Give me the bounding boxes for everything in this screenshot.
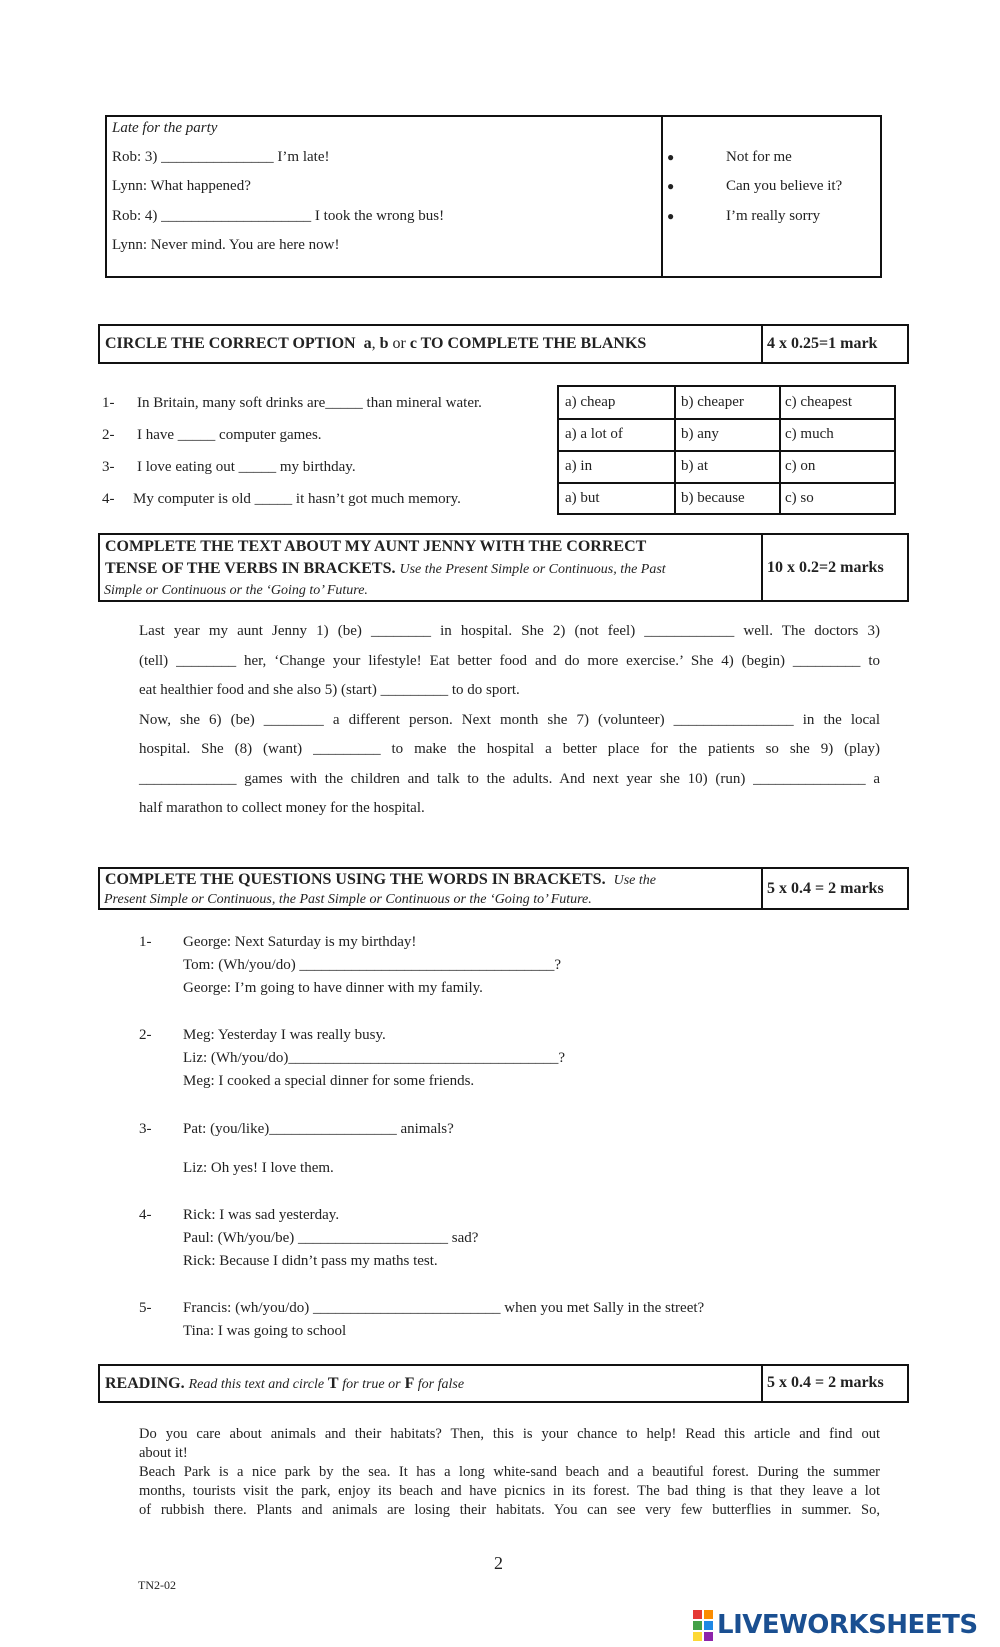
question-number: 1-: [139, 934, 152, 950]
reading-text-line: about it!: [139, 1445, 188, 1461]
liveworksheets-logo-icon: [693, 1610, 713, 1641]
option-b[interactable]: b) cheaper: [681, 394, 744, 410]
tense-header-line3: Simple or Continuous or the ‘Going to’ Future.: [104, 583, 368, 598]
questions-header-line2: Present Simple or Continuous, the Past Simple or Continuous or the ‘Going to’ Future.: [104, 892, 592, 907]
question-line: Liz: Oh yes! I love them.: [183, 1160, 334, 1176]
question-line: George: Next Saturday is my birthday!: [183, 934, 417, 950]
reading-text-line: months, tourists visit the park, enjoy its beach and have picnics in its forest. The bad thing is that they leave a lot: [139, 1483, 880, 1499]
question-number: 2-: [139, 1027, 152, 1043]
item-text: In Britain, many soft drinks are_____ than mineral water.: [137, 395, 482, 411]
dialogue-option: I’m really sorry: [726, 208, 821, 224]
dialogue-divider: [661, 115, 663, 278]
question-line: Rick: Because I didn’t pass my maths test.: [183, 1253, 438, 1269]
option-b[interactable]: b) at: [681, 458, 709, 474]
document-code: TN2-02: [138, 1578, 176, 1592]
page-number: 2: [494, 1553, 503, 1573]
option-c[interactable]: c) so: [785, 490, 814, 506]
item-text: I have _____ computer games.: [137, 427, 322, 443]
question-line: Tom: (Wh/you/do) __________________________________?: [183, 957, 562, 973]
dialogue-line: Rob: 4) ____________________ I took the wrong bus!: [112, 208, 445, 224]
option-b[interactable]: b) any: [681, 426, 719, 442]
reading-header: READING. Read this text and circle T for true or F for false: [105, 1375, 465, 1392]
tense-section-marks: 10 x 0.2=2 marks: [767, 559, 884, 576]
circle-header-divider: [761, 324, 763, 364]
question-number: 3-: [139, 1121, 152, 1137]
bullet-icon: ●: [667, 179, 675, 193]
item-text: My computer is old _____ it hasn’t got much memory.: [133, 491, 461, 507]
tense-text-line: eat healthier food and she also 5) (start) _________ to do sport.: [139, 682, 520, 698]
option-b[interactable]: b) because: [681, 490, 745, 506]
question-line: Meg: Yesterday I was really busy.: [183, 1027, 386, 1043]
reading-header-divider: [761, 1364, 763, 1403]
question-number: 5-: [139, 1300, 152, 1316]
reading-text-line: Beach Park is a nice park by the sea. It has a long white-sand beach and a beautiful forest. During the summer: [139, 1464, 880, 1480]
item-number: 4-: [102, 491, 115, 507]
option-a[interactable]: a) in: [565, 458, 593, 474]
options-table-row: [557, 450, 896, 452]
tense-text-line: Last year my aunt Jenny 1) (be) ________ in hospital. She 2) (not feel) ____________ well. The doctors 3): [139, 623, 880, 639]
circle-section-marks: 4 x 0.25=1 mark: [767, 335, 878, 352]
tense-header-divider: [761, 533, 763, 602]
questions-section-marks: 5 x 0.4 = 2 marks: [767, 880, 884, 897]
options-table-row: [557, 418, 896, 420]
reading-text-line: of rubbish there. Plants and animals are losing their habitats. You can see very few butterflies in summer. So,: [139, 1502, 880, 1518]
option-c[interactable]: c) much: [785, 426, 834, 442]
bullet-icon: ●: [667, 209, 675, 223]
question-line: Rick: I was sad yesterday.: [183, 1207, 340, 1223]
item-number: 3-: [102, 459, 115, 475]
circle-section-title: CIRCLE THE CORRECT OPTION a, b or c TO COMPLETE THE BLANKS: [105, 335, 647, 352]
question-line: Liz: (Wh/you/do)____________________________________?: [183, 1050, 566, 1066]
dialogue-line: Lynn: Never mind. You are here now!: [112, 237, 340, 253]
question-number: 4-: [139, 1207, 152, 1223]
questions-header-divider: [761, 867, 763, 910]
liveworksheets-logo: [693, 1610, 978, 1640]
option-c[interactable]: c) on: [785, 458, 816, 474]
question-line: Meg: I cooked a special dinner for some friends.: [183, 1073, 475, 1089]
question-line: Tina: I was going to school: [183, 1323, 347, 1339]
reading-section-marks: 5 x 0.4 = 2 marks: [767, 1374, 884, 1391]
question-line: Paul: (Wh/you/be) ____________________ sad?: [183, 1230, 479, 1246]
questions-header-line1: COMPLETE THE QUESTIONS USING THE WORDS IN BRACKETS. Use the: [105, 871, 656, 888]
option-a[interactable]: a) cheap: [565, 394, 616, 410]
tense-text-line: Now, she 6) (be) ________ a different person. Next month she 7) (volunteer) ________________ in the local: [139, 712, 880, 728]
item-number: 2-: [102, 427, 115, 443]
question-line: George: I’m going to have dinner with my family.: [183, 980, 483, 996]
tense-text-line: _____________ games with the children and talk to the adults. And next year she 10) (run) _______________ a: [139, 771, 880, 787]
option-a[interactable]: a) a lot of: [565, 426, 623, 442]
dialogue-option: Not for me: [726, 149, 792, 165]
dialogue-option: Can you believe it?: [726, 178, 843, 194]
dialogue-line: Lynn: What happened?: [112, 178, 251, 194]
dialogue-title: Late for the party: [112, 120, 218, 136]
option-a[interactable]: a) but: [565, 490, 600, 506]
tense-text-line: (tell) ________ her, ‘Change your lifestyle! Eat better food and do more exercise.’ She 4) (begin) _________ to: [139, 653, 880, 669]
tense-text-line: hospital. She (8) (want) _________ to make the hospital a better place for the patients so she 9) (play): [139, 741, 880, 757]
item-number: 1-: [102, 395, 115, 411]
reading-text-line: Do you care about animals and their habitats? Then, this is your chance to help! Read this article and find out: [139, 1426, 880, 1442]
tense-header-line2: TENSE OF THE VERBS IN BRACKETS. Use the Present Simple or Continuous, the Past: [105, 560, 666, 577]
dialogue-line: Rob: 3) _______________ I’m late!: [112, 149, 330, 165]
tense-header-line1: COMPLETE THE TEXT ABOUT MY AUNT JENNY WITH THE CORRECT: [105, 538, 647, 555]
question-line: Francis: (wh/you/do) _________________________ when you met Sally in the street?: [183, 1300, 705, 1316]
tense-text-line: half marathon to collect money for the hospital.: [139, 800, 425, 816]
item-text: I love eating out _____ my birthday.: [137, 459, 356, 475]
liveworksheets-brand: LIVEWORKSHEETS: [717, 1610, 978, 1640]
options-table-row: [557, 482, 896, 484]
question-line: Pat: (you/like)_________________ animals?: [183, 1121, 454, 1137]
option-c[interactable]: c) cheapest: [785, 394, 853, 410]
bullet-icon: ●: [667, 150, 675, 164]
